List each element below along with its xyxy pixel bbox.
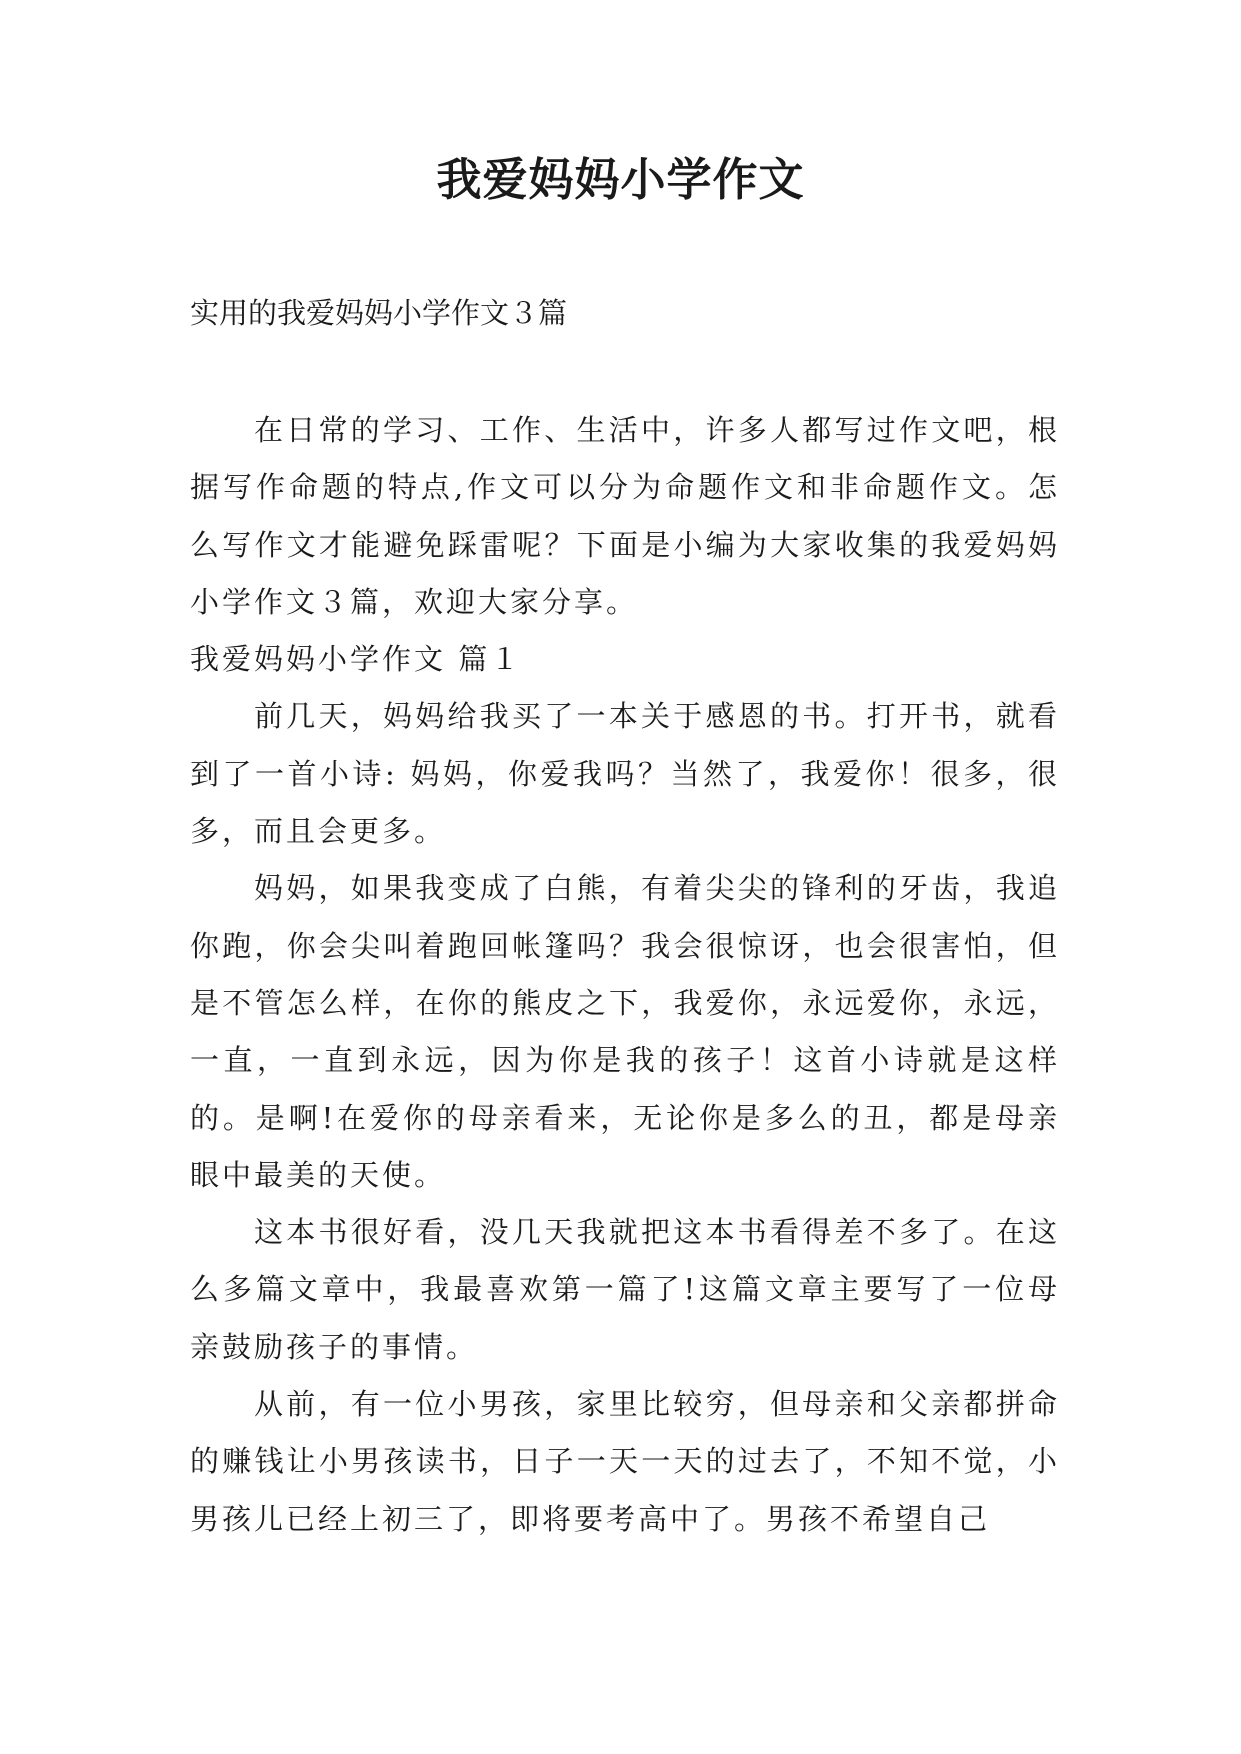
body-paragraph: 前几天，妈妈给我买了一本关于感恩的书。打开书，就看到了一首小诗: 妈妈，你爱我吗？当然了，我爱你！很多，很多，而且会更多。: [190, 699, 1060, 849]
body-paragraph: 从前，有一位小男孩，家里比较穷，但母亲和父亲都拼命的赚钱让小男孩读书，日子一天一天的过去了，不知不觉，小男孩儿已经上初三了，即将要考高中了。男孩不希望自己: [190, 1387, 1060, 1536]
document-body: [190, 402, 1060, 1548]
body-paragraph: 妈妈，如果我变成了白熊，有着尖尖的锋利的牙齿，我追你跑，你会尖叫着跑回帐篷吗？我会很惊讶，也会很害怕，但是不管怎么样，在你的熊皮之下，我爱你，永远爱你，永远，一直，一直到永远，因为你是我的孩子！这首小诗就是这样的。是啊!在爱你的母亲看来，无论你是多么的丑，都是母亲眼中最美的天使。: [190, 871, 1060, 1192]
body-paragraph: 这本书很好看，没几天我就把这本书看得差不多了。在这么多篇文章中，我最喜欢第一篇了!这篇文章主要写了一位母亲鼓励孩子的事情。: [190, 1215, 1060, 1364]
document-title: 我爱妈妈小学作文: [436, 153, 805, 206]
document-subtitle: 实用的我爱妈妈小学作文３篇: [190, 296, 568, 330]
section-heading: 我爱妈妈小学作文 篇１: [190, 642, 523, 677]
intro-paragraph: 在日常的学习、工作、生活中，许多人都写过作文吧，根据写作命题的特点,作文可以分为命题作文和非命题作文。怎么写作文才能避免踩雷呢？下面是小编为大家收集的我爱妈妈小学作文３篇，欢迎大家分享。: [190, 413, 1060, 619]
